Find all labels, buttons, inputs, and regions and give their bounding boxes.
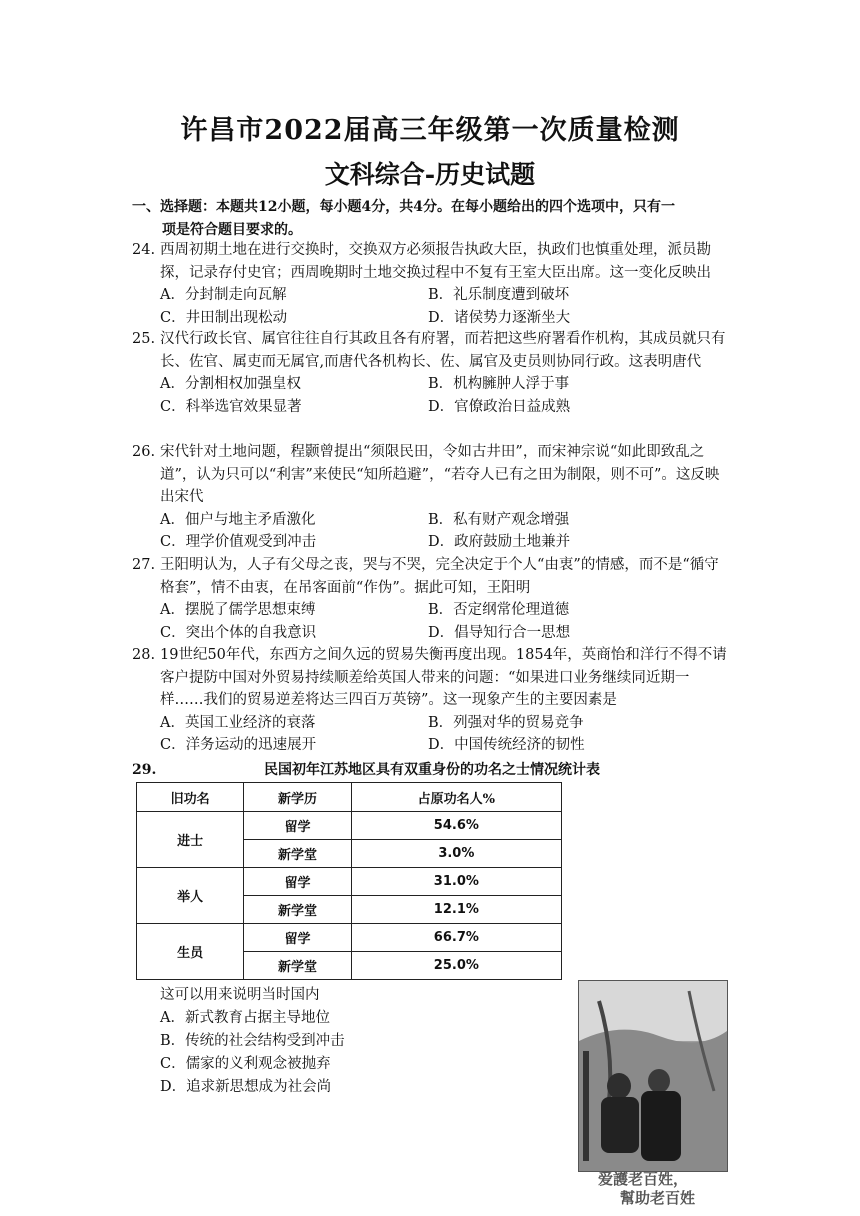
question-25 — [132, 328, 732, 418]
table-row — [137, 924, 562, 952]
table-cell: 新学堂 — [244, 952, 351, 980]
option-a[interactable]: A．佃户与地主矛盾激化 — [160, 511, 316, 528]
poster-image — [578, 980, 728, 1172]
question-stem: 西周初期土地在进行交换时，交换双方必须报告执政大臣，执政们也慎重处理，派员勘探，记录存付史官；西周晚期时土地交换过程中不复有王室大臣出席。这一变化反映出 — [160, 242, 711, 281]
table-cell: 54.6% — [351, 812, 561, 840]
option-c[interactable]: C．洋务运动的迅速展开 — [160, 737, 317, 753]
option-a[interactable]: A．新式教育占据主导地位 — [160, 1010, 330, 1026]
question-stem: 宋代针对土地问题，程颢曾提出“须限民田，令如古井田”，而宋神宗说“如此即致乱之道”，认为只可以“利害”来使民“知所趋避”，“若夺人已有之田为制限，则不可”。这反映出宋代 — [160, 444, 720, 505]
option-c[interactable]: C．理学价值观受到冲击 — [160, 534, 317, 550]
instructions-line-2: 项是符合题目要求的。 — [162, 222, 302, 238]
poster-caption — [598, 1170, 748, 1208]
table-cell: 25.0% — [351, 952, 561, 980]
page-subtitle: 文科综合-历史试题 — [324, 160, 536, 189]
table-cell: 31.0% — [351, 868, 561, 896]
question-27 — [132, 554, 732, 644]
column-header: 新学历 — [244, 783, 351, 812]
column-header: 旧功名 — [137, 783, 244, 812]
option-d[interactable]: D．官僚政治日益成熟 — [428, 398, 571, 415]
table-cell: 66.7% — [351, 924, 561, 952]
table-cell: 3.0% — [351, 840, 561, 868]
table-row — [137, 868, 562, 896]
page-title: 许昌市2022届高三年级第一次质量检测 — [180, 115, 680, 146]
option-b[interactable]: B．传统的社会结构受到冲击 — [160, 1033, 345, 1049]
table-title: 民国初年江苏地区具有双重身份的功名之士情况统计表 — [264, 762, 600, 778]
question-28 — [132, 644, 732, 757]
option-d[interactable]: D．倡导知行合一思想 — [428, 624, 571, 641]
instructions-line-1: 一、选择题：本题共12小题，每小题4分，共4分。在每小题给出的四个选项中，只有一 — [132, 199, 675, 215]
question-29-header — [132, 759, 732, 781]
section-instructions — [132, 196, 732, 242]
group-cell: 进士 — [137, 812, 244, 868]
poster-caption-line-2: 幫助老百姓 — [620, 1189, 696, 1207]
question-24 — [132, 239, 732, 329]
option-d[interactable]: D．追求新思想成为社会尚 — [160, 1079, 332, 1095]
question-number: 28. — [132, 647, 156, 663]
table-cell: 留学 — [244, 868, 351, 896]
option-c[interactable]: C．突出个体的自我意识 — [160, 624, 317, 641]
question-stem: 王阳明认为，人子有父母之丧，哭与不哭，完全决定于个人“由衷”的情感，而不是“循守格套”，情不由衷，在吊客面前“作伪”。据此可知，王阳明 — [160, 557, 719, 596]
option-b[interactable]: B．列强对华的贸易竞争 — [428, 714, 584, 731]
question-number: 27. — [132, 557, 156, 573]
option-c[interactable]: C．科举选官效果显著 — [160, 398, 302, 415]
table-cell: 新学堂 — [244, 896, 351, 924]
column-header: 占原功名人% — [351, 783, 561, 812]
poster-caption-line-1: 爱護老百姓， — [598, 1170, 689, 1188]
table-cell: 留学 — [244, 924, 351, 952]
question-number: 24. — [132, 242, 156, 258]
option-a[interactable]: A．分封制走向瓦解 — [160, 287, 287, 303]
option-b[interactable]: B．否定纲常伦理道德 — [428, 602, 570, 618]
option-a[interactable]: A．英国工业经济的衰落 — [160, 714, 316, 731]
option-d[interactable]: D．诸侯势力逐渐坐大 — [428, 309, 571, 326]
group-cell: 生员 — [137, 924, 244, 980]
poster-illustration — [579, 981, 727, 1171]
option-a[interactable]: A．分割相权加强皇权 — [160, 376, 301, 392]
question-number: 29. — [132, 762, 157, 778]
question-stem: 这可以用来说明当时国内 — [160, 987, 320, 1003]
option-a[interactable]: A．摆脱了儒学思想束缚 — [160, 602, 316, 618]
option-d[interactable]: D．政府鼓励土地兼并 — [428, 534, 571, 550]
table-header-row — [137, 783, 562, 812]
question-number: 25. — [132, 331, 156, 347]
question-29-body — [160, 984, 345, 1099]
option-d[interactable]: D．中国传统经济的韧性 — [428, 737, 585, 753]
option-b[interactable]: B．机构臃肿人浮于事 — [428, 376, 570, 392]
statistics-table — [136, 782, 562, 980]
option-b[interactable]: B．礼乐制度遭到破坏 — [428, 287, 570, 303]
question-stem: 汉代行政长官、属官往往自行其政且各有府署，而若把这些府署看作机构，其成员就只有长、佐官、属吏而无属官,而唐代各机构长、佐、属官及吏员则协同行政。这表明唐代 — [160, 331, 726, 370]
question-26 — [132, 441, 732, 554]
table-row — [137, 812, 562, 840]
question-stem: 19世纪50年代，东西方之间久远的贸易失衡再度出现。1854年，英商怡和洋行不得不请客户提防中国对外贸易持续顺差给英国人带来的问题：“如果进口业务继续同近期一样……我们的贸易逆差将达三四百万英镑”。这一现象产生的主要因素是 — [160, 647, 727, 708]
option-b[interactable]: B．私有财产观念增强 — [428, 511, 570, 528]
table-cell: 新学堂 — [244, 840, 351, 868]
option-c[interactable]: C．井田制出现松动 — [160, 309, 288, 326]
group-cell: 举人 — [137, 868, 244, 924]
question-number: 26. — [132, 444, 156, 460]
option-c[interactable]: C．儒家的义利观念被抛弃 — [160, 1056, 331, 1072]
table-cell: 12.1% — [351, 896, 561, 924]
table-cell: 留学 — [244, 812, 351, 840]
